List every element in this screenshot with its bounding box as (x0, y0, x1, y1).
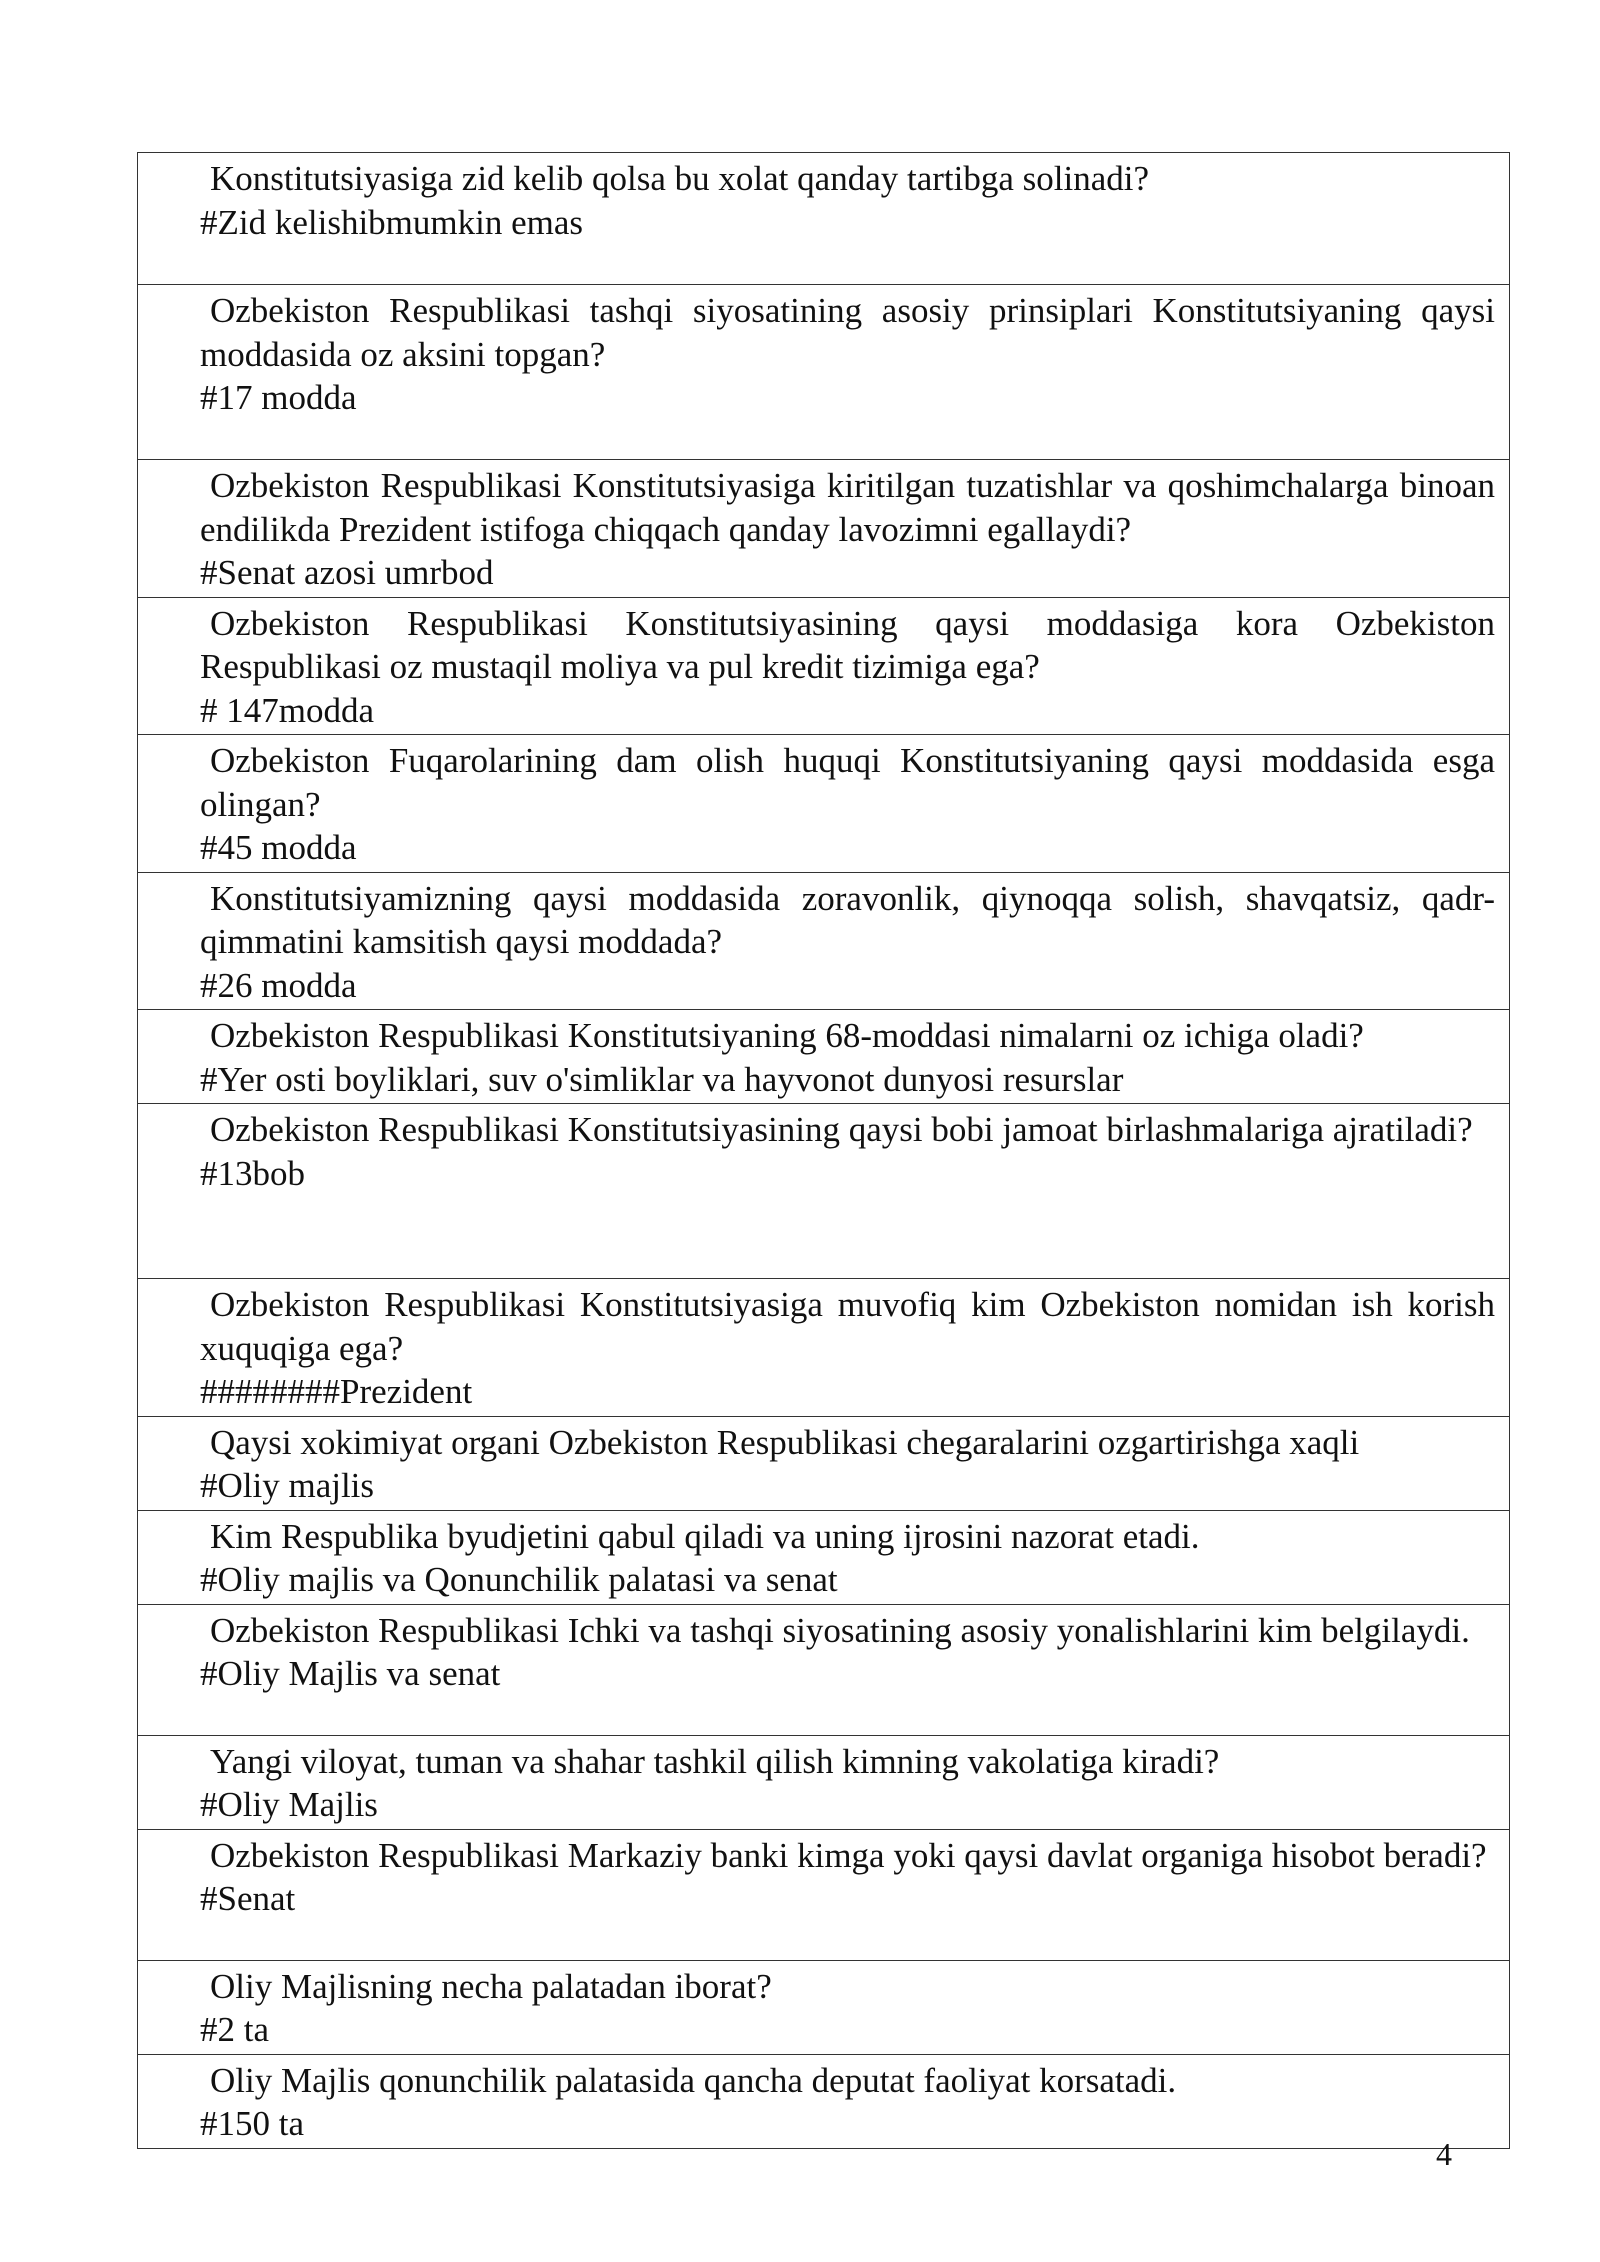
question-text: Ozbekiston Respublikasi Konstitutsiyaning 68-moddasi nimalarni oz ichiga oladi? (210, 1016, 1364, 1055)
qa-row (138, 872, 1510, 1010)
answer-text: #150 ta (200, 2104, 305, 2143)
question-text: Ozbekiston Respublikasi Konstitutsiyasining qaysi bobi jamoat birlashmalariga ajratiladi? (210, 1110, 1473, 1149)
qa-row (138, 1604, 1510, 1735)
answer-text: ########Prezident (200, 1372, 473, 1411)
qa-cell (138, 1510, 1510, 1604)
answer-text: #26 modda (200, 965, 357, 1005)
qa-row (138, 460, 1510, 598)
qa-cell (138, 1279, 1510, 1417)
question-text: Ozbekiston Respublikasi Markaziy banki kimga yoki qaysi davlat organiga hisobot beradi? (210, 1835, 1487, 1875)
question-text: Yangi viloyat, tuman va shahar tashkil qilish kimning vakolatiga kiradi? (210, 1741, 1220, 1781)
qa-cell (138, 2054, 1510, 2148)
question-text: Ozbekiston Respublikasi tashqi siyosatining asosiy prinsiplari Konstitutsiyaning qaysi moddasida oz aksini topgan? (200, 291, 1495, 374)
answer-text: #Oliy Majlis va senat (200, 1654, 501, 1693)
qa-cell (138, 1604, 1510, 1735)
answer-text: # 147modda (200, 690, 375, 730)
answer-text: #45 modda (200, 828, 357, 867)
question-text: Ozbekiston Respublikasi Konstitutsiyasiga muvofiq kim Ozbekiston nomidan ish korish xuquqiga ega? (200, 1285, 1495, 1368)
qa-cell (138, 1416, 1510, 1510)
qa-table (137, 152, 1510, 2149)
answer-text: #Yer osti boyliklari, suv o'simliklar va hayvonot dunyosi resurslar (200, 1059, 1124, 1099)
qa-row (138, 1960, 1510, 2054)
answer-text: #Oliy Majlis (200, 1785, 378, 1824)
question-text: Ozbekiston Respublikasi Konstitutsiyasining qaysi moddasiga kora Ozbekiston Respublikasi oz mustaqil moliya va pul kredit tizimiga ega? (200, 603, 1495, 686)
qa-row (138, 2054, 1510, 2148)
qa-row (138, 1510, 1510, 1604)
qa-cell (138, 735, 1510, 873)
question-text: Ozbekiston Respublikasi Ichki va tashqi siyosatining asosiy yonalishlarini kim belgilaydi. (210, 1610, 1470, 1650)
question-text: Oliy Majlis qonunchilik palatasida qancha deputat faoliyat korsatadi. (210, 2060, 1177, 2100)
question-text: Oliy Majlisning necha palatadan iborat? (210, 1966, 772, 2006)
qa-row (138, 1416, 1510, 1510)
question-text: Qaysi xokimiyat organi Ozbekiston Respublikasi chegaralarini ozgartirishga xaqli (210, 1422, 1360, 1462)
question-text: Konstitutsiyamizning qaysi moddasida zoravonlik, qiynoqqa solish, shavqatsiz, qadr-qimmatini kamsitish qaysi moddada? (200, 878, 1495, 961)
question-text: Ozbekiston Fuqarolarining dam olish huquqi Konstitutsiyaning qaysi moddasida esga olingan? (200, 741, 1495, 824)
qa-row (138, 1010, 1510, 1104)
question-text: Konstitutsiyasiga zid kelib qolsa bu xolat qanday tartibga solinadi? (210, 159, 1149, 198)
qa-cell (138, 872, 1510, 1010)
answer-text: #Zid kelishibmumkin emas (200, 202, 584, 242)
answer-text: #Senat (200, 1879, 296, 1918)
qa-cell (138, 285, 1510, 460)
qa-row (138, 153, 1510, 285)
answer-text: #Oliy majlis (200, 1466, 375, 1505)
answer-text: #17 modda (200, 378, 357, 417)
qa-cell (138, 1735, 1510, 1829)
qa-row (138, 1735, 1510, 1829)
qa-cell (138, 1010, 1510, 1104)
qa-cell (138, 460, 1510, 598)
answer-text: #Oliy majlis va Qonunchilik palatasi va senat (200, 1560, 838, 1599)
qa-cell (138, 1104, 1510, 1279)
answer-text: #13bob (200, 1153, 305, 1193)
qa-table-body (138, 153, 1510, 2149)
answer-text: #Senat azosi umrbod (200, 553, 494, 592)
qa-row (138, 735, 1510, 873)
qa-row (138, 1279, 1510, 1417)
qa-row (138, 1829, 1510, 1960)
qa-row (138, 1104, 1510, 1279)
question-text: Kim Respublika byudjetini qabul qiladi va uning ijrosini nazorat etadi. (210, 1516, 1200, 1556)
qa-cell (138, 1829, 1510, 1960)
question-text: Ozbekiston Respublikasi Konstitutsiyasiga kiritilgan tuzatishlar va qoshimchalarga binoan endilikda Prezident istifoga chiqqach qanday lavozimni egallaydi? (200, 466, 1495, 549)
qa-row (138, 285, 1510, 460)
qa-cell (138, 597, 1510, 735)
answer-text: #2 ta (200, 2010, 270, 2049)
page-number: 4 (1436, 2136, 1452, 2172)
qa-cell (138, 153, 1510, 285)
qa-row (138, 597, 1510, 735)
qa-cell (138, 1960, 1510, 2054)
